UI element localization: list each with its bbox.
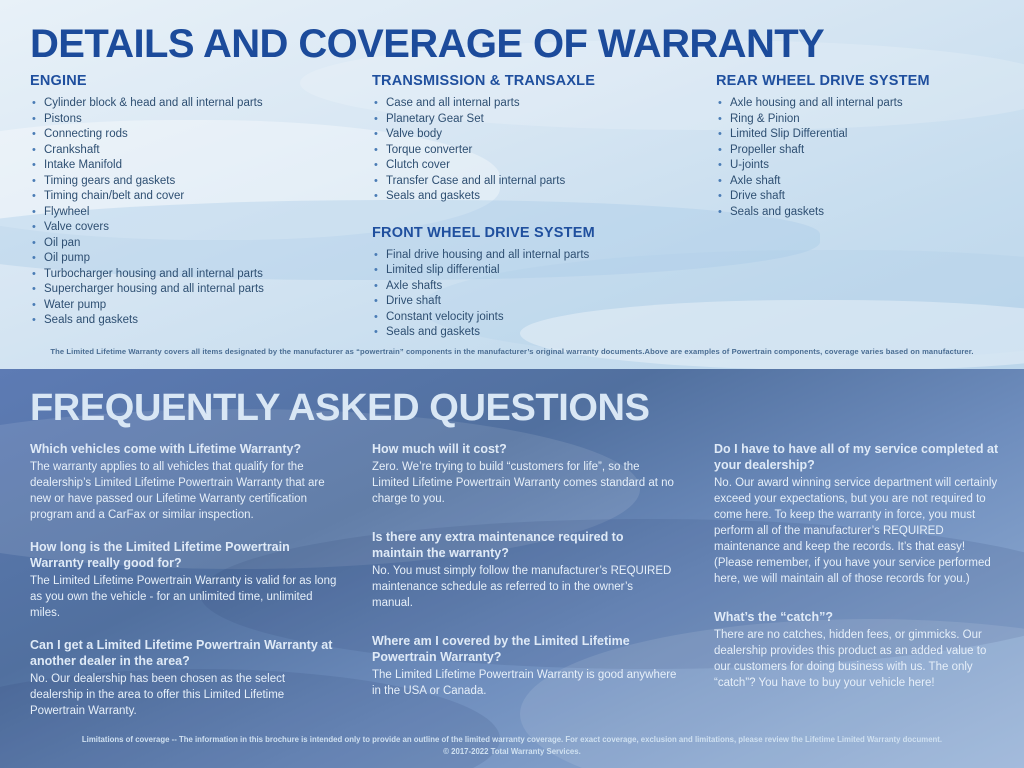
list-item: • U-joints — [716, 158, 1016, 174]
list-item: • Oil pan — [30, 236, 360, 252]
list-item: • Propeller shaft — [716, 143, 1016, 159]
list-item: • Timing gears and gaskets — [30, 174, 360, 190]
column-engine — [30, 73, 360, 343]
faq-item — [714, 609, 1004, 691]
warranty-disclaimer: The Limited Lifetime Warranty covers all items designated by the manufacturer as “powertrain” components in the manufacturer’s original warranty documents.Above are examples of Powertrain components, coverage varies based on manufacturer. — [50, 347, 974, 356]
page-title: DETAILS AND COVERAGE OF WARRANTY — [30, 22, 825, 66]
list-item: • Drive shaft — [716, 189, 1016, 205]
list-item: • Seals and gaskets — [30, 313, 360, 329]
section-front-wheel-drive — [372, 225, 702, 341]
list-item: • Oil pump — [30, 251, 360, 267]
faq-question: Is there any extra maintenance required to maintain the warranty? — [372, 530, 624, 560]
footer-copyright: © 2017-2022 Total Warranty Services. — [443, 747, 581, 756]
list-item: • Ring & Pinion — [716, 112, 1016, 128]
footer-disclaimer — [0, 734, 1024, 758]
faq-question: Can I get a Limited Lifetime Powertrain Warranty at another dealer in the area? — [30, 638, 333, 668]
list-item: • Cylinder block & head and all internal parts — [30, 96, 360, 112]
faq-item — [372, 633, 677, 699]
list-item: • Limited slip differential — [372, 263, 702, 279]
list-item: • Drive shaft — [372, 294, 702, 310]
faq-title: FREQUENTLY ASKED QUESTIONS — [30, 387, 650, 429]
section-transmission — [372, 73, 702, 205]
list-item: • Axle shafts — [372, 279, 702, 295]
faq-answer: Zero. We’re trying to build “customers for life”, so the Limited Lifetime Powertrain Warranty comes standard at no charge to you. — [372, 461, 674, 505]
list-item: • Final drive housing and all internal parts — [372, 248, 702, 264]
list-item: • Torque converter — [372, 143, 702, 159]
section-engine — [30, 73, 360, 329]
column-rear-wheel-drive — [716, 73, 1016, 234]
section-heading: ENGINE — [30, 73, 87, 89]
coverage-list — [372, 96, 702, 205]
faq-question: Do I have to have all of my service completed at your dealership? — [714, 442, 999, 472]
section-rear-wheel-drive — [716, 73, 1016, 220]
list-item: • Supercharger housing and all internal parts — [30, 282, 360, 298]
list-item: • Seals and gaskets — [372, 325, 702, 341]
faq-answer: The Limited Lifetime Powertrain Warranty is valid for as long as you own the vehicle - for an unlimited time, unlimited miles. — [30, 575, 337, 619]
list-item: • Seals and gaskets — [716, 205, 1016, 221]
list-item: • Turbocharger housing and all internal parts — [30, 267, 360, 283]
faq-question: Where am I covered by the Limited Lifetime Powertrain Warranty? — [372, 634, 630, 664]
list-item: • Crankshaft — [30, 143, 360, 159]
list-item: • Valve body — [372, 127, 702, 143]
faq-answer: The Limited Lifetime Powertrain Warranty is good anywhere in the USA or Canada. — [372, 669, 677, 697]
list-item: • Pistons — [30, 112, 360, 128]
coverage-list — [30, 96, 360, 329]
column-transmission — [372, 73, 702, 355]
faq-item — [372, 529, 677, 611]
faq-column-3 — [714, 441, 1004, 707]
faq-panel — [0, 369, 1024, 768]
faq-question: How much will it cost? — [372, 442, 507, 456]
list-item: • Connecting rods — [30, 127, 360, 143]
list-item: • Axle shaft — [716, 174, 1016, 190]
list-item: • Valve covers — [30, 220, 360, 236]
faq-answer: No. You must simply follow the manufacturer’s REQUIRED maintenance schedule as referred to in the owner’s manual. — [372, 565, 672, 609]
list-item: • Constant velocity joints — [372, 310, 702, 326]
list-item: • Transfer Case and all internal parts — [372, 174, 702, 190]
list-item: • Seals and gaskets — [372, 189, 702, 205]
faq-column-1 — [30, 441, 340, 735]
faq-answer: No. Our award winning service department will certainly exceed your expectations, but you are not required to come here. To keep the warranty in force, you must perform all of the manufacturer’s REQUIRED maintenance and keep the records. It’s that easy! (Please remember, if you have your service performed here, we will maintain all of those records for you.) — [714, 477, 998, 585]
list-item: • Intake Manifold — [30, 158, 360, 174]
faq-answer: The warranty applies to all vehicles that qualify for the dealership’s Limited Lifetime Powertrain Warranty that are new or have passed our Lifetime Warranty certification program and a CarFax or similar inspection. — [30, 461, 325, 521]
section-heading: TRANSMISSION & TRANSAXLE — [372, 73, 596, 89]
list-item: • Clutch cover — [372, 158, 702, 174]
list-item: • Water pump — [30, 298, 360, 314]
faq-answer: There are no catches, hidden fees, or gimmicks. Our dealership provides this product as an added value to our customers for doing business with us. The only “catch”? You have to buy your vehicle here! — [714, 629, 987, 689]
section-heading: FRONT WHEEL DRIVE SYSTEM — [372, 224, 595, 241]
faq-item — [30, 637, 340, 719]
faq-question: Which vehicles come with Lifetime Warranty? — [30, 442, 302, 456]
faq-item — [30, 441, 340, 523]
section-heading: REAR WHEEL DRIVE SYSTEM — [716, 73, 930, 89]
list-item: • Flywheel — [30, 205, 360, 221]
faq-item — [372, 441, 677, 507]
list-item: • Planetary Gear Set — [372, 112, 702, 128]
list-item: • Case and all internal parts — [372, 96, 702, 112]
faq-item — [714, 441, 1004, 587]
faq-item — [30, 539, 340, 621]
list-item: • Limited Slip Differential — [716, 127, 1016, 143]
faq-question: How long is the Limited Lifetime Powertrain Warranty really good for? — [30, 540, 290, 570]
coverage-list — [716, 96, 1016, 220]
list-item: • Timing chain/belt and cover — [30, 189, 360, 205]
list-item: • Axle housing and all internal parts — [716, 96, 1016, 112]
faq-answer: No. Our dealership has been chosen as the select dealership in the area to offer this Limited Lifetime Powertrain Warranty. — [30, 673, 286, 717]
coverage-list — [372, 248, 702, 341]
warranty-details-panel — [0, 0, 1024, 369]
footer-disclaimer-line-1: Limitations of coverage -- The information in this brochure is intended only to provide an outline of the limited warranty coverage. For exact coverage, exclusion and limitations, please review the Lifetime Limited Warranty document. — [81, 735, 943, 744]
faq-question: What’s the “catch”? — [714, 610, 833, 624]
faq-column-2 — [372, 441, 677, 715]
